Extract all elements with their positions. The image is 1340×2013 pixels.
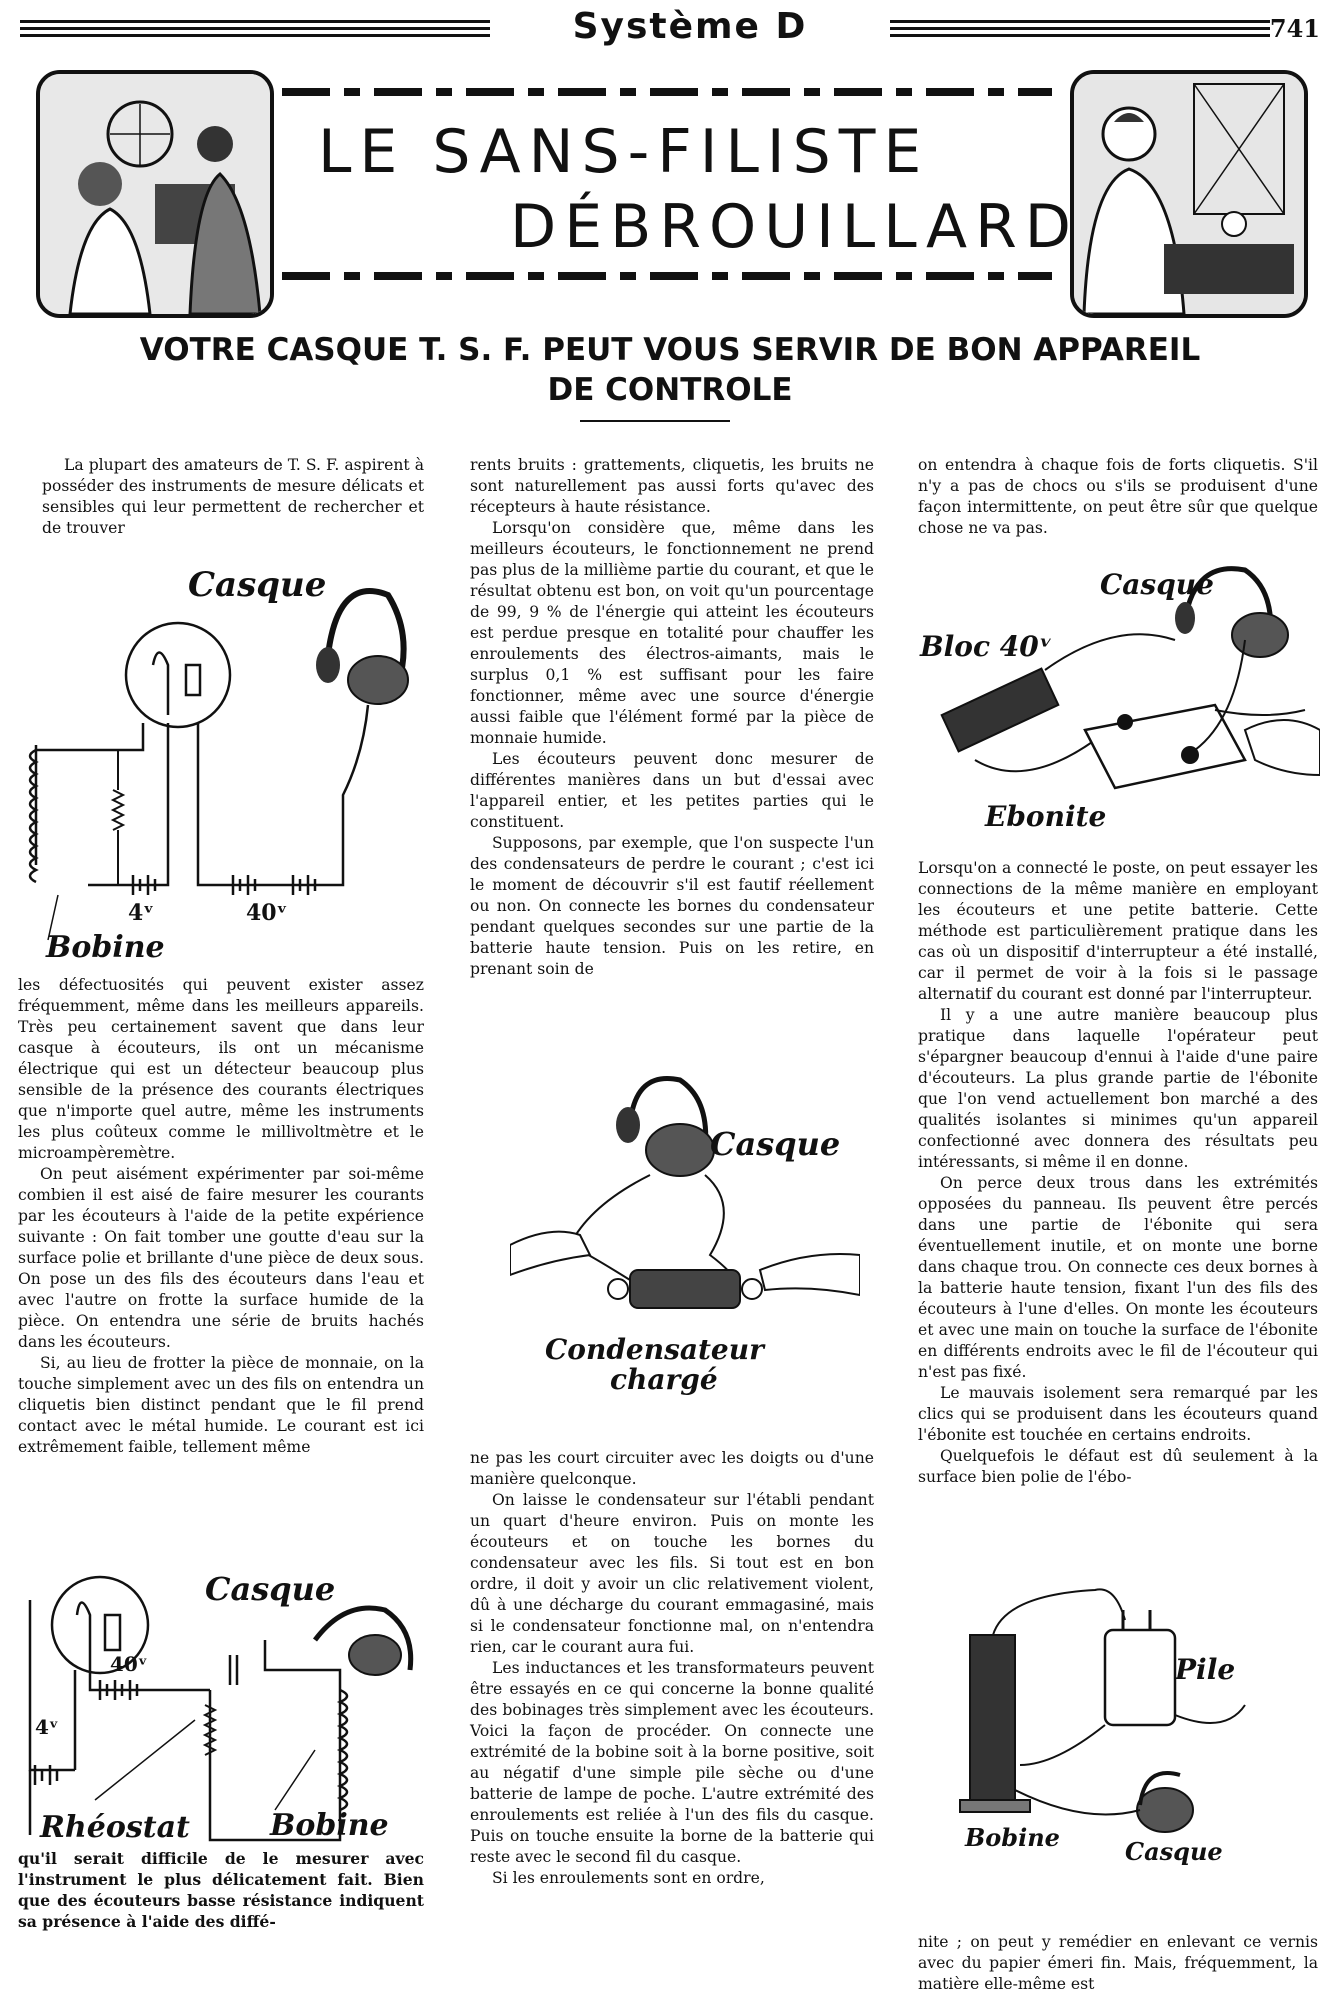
column-2-top [470, 455, 874, 980]
paragraph: La plupart des amateurs de T. S. F. aspirent à posséder des instruments de mesure délicats et sensibles qui leur permettent de rechercher et de trouver [42, 456, 424, 537]
figure-3 [915, 560, 1320, 850]
figure-4 [15, 1570, 425, 1845]
paragraph: Les écouteurs peuvent donc mesurer de différentes manières dans un but d'essai avec l'appareil entier, et les petites parties qui le constituent. [470, 750, 874, 831]
banner-illustration-right [1070, 70, 1308, 318]
fig1-label-casque: Casque [188, 565, 327, 605]
section-title-line-2: DÉBROUILLARD [510, 192, 1079, 262]
paragraph: Lorsqu'on considère que, même dans les meilleurs écouteurs, le fonctionnement ne prend pas plus de la millième partie du courant, et que le résultat obtenu est bon, on voit qu'un pourcentage de 99, 9 % de l'énergie qui atteint les écouteurs est perdue presque en totalité pour chauffer les enroulements des électros-aimants, mais le surplus 0,1 % est suffisant pour les faire fonctionner, même avec une source d'énergie aussi faible que l'élément formé par la pièce de monnaie humide. [470, 519, 874, 747]
page-number: 741 [1269, 14, 1320, 43]
paragraph: Si les enroulements sont en ordre, [492, 1869, 765, 1887]
fig1-label-40v: 40ᵛ [246, 900, 288, 926]
figure-1 [18, 555, 418, 965]
paragraph: qu'il serait difficile de le mesurer avec l'instrument le plus délicatement fait. Bien que des écouteurs basse résistance indiquent sa présence à l'aide des diffé- [18, 1849, 424, 1931]
fig2-label-casque: Casque [710, 1125, 841, 1163]
running-title: Système D [572, 6, 808, 47]
paragraph: Supposons, par exemple, que l'on suspecte l'un des condensateurs de perdre le courant ; c'est ici le moment de découvrir s'il est fautif réellement ou non. On connecte les bornes du condensateur pendant quelques secondes sur une partie de la batterie haute tension. Puis on les retire, en prenant soin de [470, 834, 874, 978]
paragraph: Lorsqu'on a connecté le poste, on peut essayer les connections de la même manière en employant les écouteurs et une petite batterie. Cette méthode est particulièrement pratique dans les cas où un dispositif d'interrupteur a été installé, car il permet de voir à la fois si le passage alternatif du courant est donné par l'interrupteur. [918, 859, 1318, 1003]
header-rule-left [20, 20, 490, 42]
banner-dash-line-bottom [282, 272, 1052, 280]
fig2-label-condensateur: Condensateur [545, 1333, 764, 1366]
paragraph: Il y a une autre manière beaucoup plus pratique dans laquelle l'opérateur peut s'épargner beaucoup d'ennui à l'aide d'une paire d'écouteurs. La plus grande partie de l'ébonite que l'on vend actuellement bon marché a des qualités isolantes si minimes qu'un appareil confectionné avec donnera des résultats peu intéressants, si même il en donne. [918, 1006, 1318, 1171]
fig4-label-casque: Casque [205, 1570, 336, 1608]
paragraph: Quelquefois le défaut est dû seulement à la surface bien polie de l'ébo- [918, 1447, 1318, 1486]
figure-5 [945, 1575, 1295, 1865]
headline-line-1: VOTRE CASQUE T. S. F. PEUT VOUS SERVIR DE BON APPAREIL [139, 332, 1201, 368]
column-2-bottom [470, 1448, 874, 1889]
section-title-line-1: LE SANS-FILISTE [318, 117, 930, 187]
column-1-bottom [18, 1848, 424, 1932]
fig4-label-4v: 4ᵛ [35, 1715, 59, 1739]
running-header [20, 6, 1320, 56]
column-3-middle [918, 858, 1318, 1488]
fig4-label-40v: 40ᵛ [110, 1652, 148, 1676]
paragraph: on entendra à chaque fois de forts cliquetis. S'il n'y a pas de chocs ou s'ils se produisent d'une façon intermittente, on peut être sûr que quelque chose ne va pas. [918, 456, 1318, 537]
fig3-label-bloc: Bloc 40ᵛ [920, 630, 1053, 663]
paragraph: Le mauvais isolement sera remarqué par les clics qui se produisent dans les écouteurs quand l'ébonite est touchée en certains endroits. [918, 1384, 1318, 1444]
article-headline [40, 330, 1300, 410]
fig3-label-ebonite: Ebonite [985, 800, 1107, 833]
fig5-label-pile: Pile [1175, 1653, 1236, 1686]
column-3-bottom [918, 1932, 1318, 1995]
fig5-label-bobine: Bobine [965, 1823, 1060, 1852]
figure-2 [510, 1055, 860, 1410]
headline-rule [580, 420, 730, 422]
fig4-label-rheostat: Rhéostat [40, 1810, 190, 1845]
banner-dash-line-top [282, 88, 1052, 96]
fig3-label-casque: Casque [1100, 568, 1214, 601]
fig1-label-4v: 4ᵛ [128, 900, 155, 926]
headline-line-2: DE CONTROLE [547, 372, 793, 408]
paragraph: On laisse le condensateur sur l'établi pendant un quart d'heure environ. Puis on monte les écouteurs et on touche les bornes du condensateur avec les fils. Si tout est en bon ordre, il doit y avoir un clic relativement violent, dû à une décharge du courant emmagasiné, mais si le condensateur fonctionne mal, on n'entendra rien, car le courant aura fui. [470, 1491, 874, 1656]
paragraph: ne pas les court circuiter avec les doigts ou d'une manière quelconque. [470, 1449, 874, 1488]
paragraph: nite ; on peut y remédier en enlevant ce vernis avec du papier émeri fin. Mais, fréquemment, la matière elle-même est [918, 1933, 1318, 1993]
fig4-label-bobine: Bobine [270, 1808, 389, 1843]
fig5-label-casque: Casque [1125, 1837, 1223, 1866]
fig1-label-bobine: Bobine [46, 930, 165, 965]
paragraph: rents bruits : grattements, cliquetis, les bruits ne sont naturellement pas aussi forts qu'avec des récepteurs à haute résistance. [470, 456, 874, 516]
paragraph: Si, au lieu de frotter la pièce de monnaie, on la touche simplement avec un des fils on entendra un cliquetis bien distinct pendant que le fil prend contact avec le métal humide. Le courant est ici extrêmement faible, tellement même [18, 1354, 424, 1456]
paragraph: On peut aisément expérimenter par soi-même combien il est aisé de faire mesurer les courants par les écouteurs à l'aide de la petite expérience suivante : On fait tomber une goutte d'eau sur la surface polie et brillante d'une pièce de deux sous. On pose un des fils des écouteurs dans l'eau et avec l'autre on frotte la surface humide de la pièce. On entendra une série de bruits hachés dans les écouteurs. [18, 1165, 424, 1351]
column-1-middle [18, 975, 424, 1458]
paragraph: Les inductances et les transformateurs peuvent être essayés en ce qui concerne la bonne qualité des bobinages très simplement avec les écouteurs. Voici la façon de procéder. On connecte une extrémité de la bobine soit à la borne positive, soit au négatif d'une simple pile sèche ou d'une batterie de lampe de poche. L'autre extrémité des enroulements est reliée à l'un des fils du casque. Puis on touche ensuite la borne de la batterie qui reste avec le second fil du casque. [470, 1659, 874, 1866]
column-3-top [918, 455, 1318, 539]
fig2-label-charge: chargé [610, 1363, 718, 1396]
banner-illustration-left [36, 70, 274, 318]
paragraph: On perce deux trous dans les extrémités opposées du panneau. Ils peuvent être percés dans une partie de l'ébonite qui sera éventuellement inutile, et on monte une borne dans chaque trou. On connecte ces deux bornes à la batterie haute tension, fixant l'un des fils des écouteurs à l'une d'elles. On monte les écouteurs et avec une main on touche la surface de l'ébonite en différents endroits avec le fil de l'écouteur qui n'est pas fixé. [918, 1174, 1318, 1381]
column-1-top [42, 455, 424, 539]
header-rule-right [890, 20, 1270, 42]
paragraph: les défectuosités qui peuvent exister assez fréquemment, même dans les meilleurs appareils. Très peu certainement savent que dans leur casque à écouteurs, ils ont un mécanisme électrique qui est un détecteur beaucoup plus sensible de la présence des courants électriques que n'importe quel autre, même les instruments les plus coûteux comme le millivoltmètre et le microampèremètre. [18, 976, 424, 1162]
